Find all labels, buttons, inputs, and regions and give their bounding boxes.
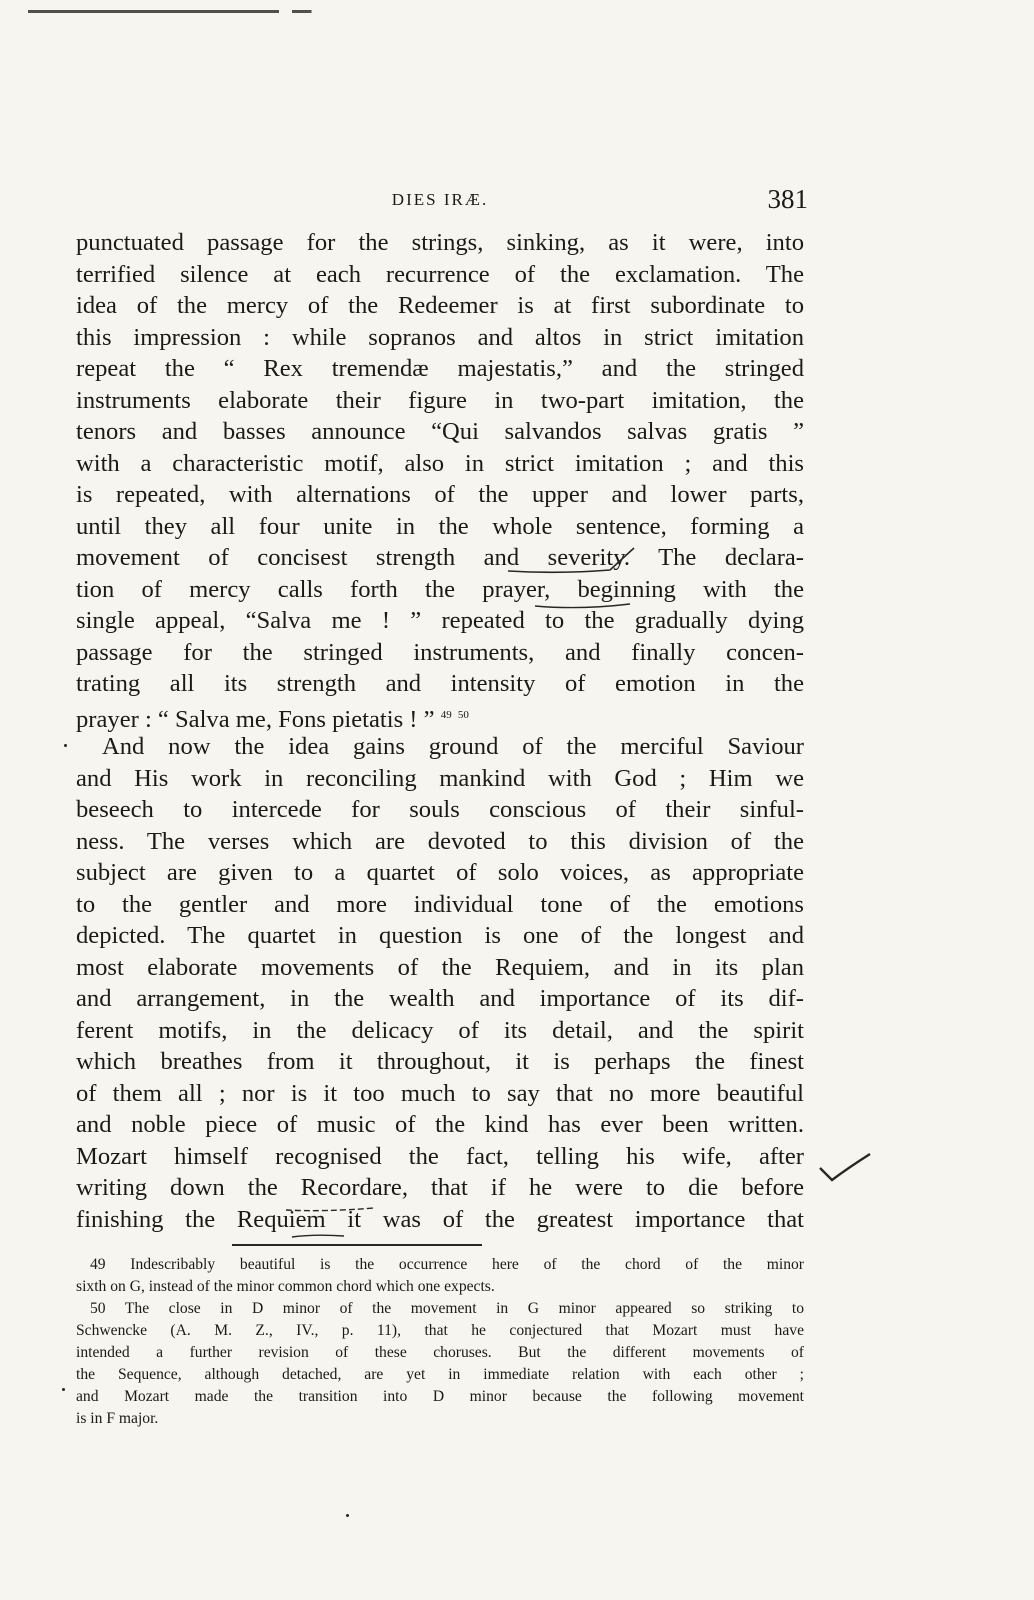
footnote-ref-50: 50: [457, 708, 469, 721]
page-header: [76, 184, 808, 218]
body-line: finishing the Requiem it was of the greatest importance that: [76, 1205, 804, 1233]
body-line: and arrangement, in the wealth and importance of its dif-: [76, 985, 804, 1012]
footnote-line: 49 Indescribably beautiful is the occurrence here of the chord of the minor: [90, 1256, 804, 1273]
footnote-line: 50 The close in D minor of the movement in G minor appeared so striking to: [90, 1300, 804, 1317]
body-line: writing down the Recordare, that if he were to die before: [76, 1174, 804, 1201]
body-line: passage for the stringed instruments, and finally concen-: [76, 638, 804, 666]
body-line: depicted. The quartet in question is one of the longest and: [76, 922, 804, 949]
body-line: ferent motifs, in the delicacy of its detail, and the spirit: [76, 1016, 804, 1044]
body-line: beseech to intercede for souls conscious of their sinful-: [76, 796, 804, 823]
body-line: to the gentler and more individual tone of the emotions: [76, 890, 804, 918]
body-line: instruments elaborate their figure in two-part imitation, the: [76, 386, 804, 414]
footnote-ref-49: 49: [440, 708, 452, 721]
body-line: terrified silence at each recurrence of the exclamation. The: [76, 260, 804, 288]
body-line: idea of the mercy of the Redeemer is at first subordinate to: [76, 292, 804, 319]
margin-dot: [346, 1514, 349, 1517]
body-line: single appeal, “Salva me ! ” repeated to the gradually dying: [76, 607, 804, 634]
body-line: punctuated passage for the strings, sinking, as it were, into: [76, 229, 804, 256]
footnote-line: intended a further revision of these choruses. But the different movements of: [76, 1344, 804, 1361]
body-line-with-footnote-refs: [76, 700, 804, 732]
footnotes: [76, 1254, 804, 1430]
body-line: of them all ; nor is it too much to say that no more beautiful: [76, 1079, 804, 1107]
check-mark-icon: [818, 1148, 878, 1188]
body-line: movement of concisest strength and severity. The declara-: [76, 544, 804, 571]
footnote-line: is in F major.: [76, 1410, 159, 1427]
body-line: which breathes from it throughout, it is perhaps the finest: [76, 1048, 804, 1075]
running-title: DIES IRÆ.: [391, 190, 489, 209]
body-line: is repeated, with alternations of the upper and lower parts,: [76, 481, 804, 508]
body-line: tion of mercy calls forth the prayer, beginning with the: [76, 575, 804, 603]
body-line: most elaborate movements of the Requiem, and in its plan: [76, 953, 804, 981]
footnote-line: the Sequence, although detached, are yet in immediate relation with each other ;: [76, 1366, 804, 1383]
pencil-underline-mark: [500, 544, 740, 614]
body-line-text: prayer : “ Salva me, Fons pietatis ! ”: [76, 705, 435, 733]
body-line: and noble piece of music of the kind has ever been written.: [76, 1111, 804, 1138]
body-line: until they all four unite in the whole sentence, forming a: [76, 512, 804, 540]
body-line: And now the idea gains ground of the merciful Saviour: [102, 733, 804, 760]
body-text: [76, 227, 804, 1235]
footnote-rule: [232, 1244, 482, 1246]
body-line: with a characteristic motif, also in strict imitation ; and this: [76, 449, 804, 477]
body-line: ness. The verses which are devoted to this division of the: [76, 827, 804, 855]
body-line: subject are given to a quartet of solo voices, as appropriate: [76, 859, 804, 886]
body-line: this impression : while sopranos and altos in strict imitation: [76, 323, 804, 351]
footnote-line: Schwencke (A. M. Z., IV., p. 11), that he conjectured that Mozart must have: [76, 1322, 804, 1339]
body-line: trating all its strength and intensity of emotion in the: [76, 670, 804, 697]
pencil-underline-mark: [284, 1190, 404, 1240]
body-line: and His work in reconciling mankind with God ; Him we: [76, 764, 804, 792]
footnote-line: sixth on G, instead of the minor common chord which one expects.: [76, 1278, 495, 1295]
page-number: 381: [767, 184, 808, 214]
footnote-line: and Mozart made the transition into D minor because the following movement: [76, 1388, 804, 1405]
margin-dot: [64, 744, 67, 747]
body-line: Mozart himself recognised the fact, telling his wife, after: [76, 1142, 804, 1170]
body-line: repeat the “ Rex tremendæ majestatis,” and the stringed: [76, 355, 804, 382]
body-line: tenors and basses announce “Qui salvandos salvas gratis ”: [76, 418, 804, 445]
top-scan-rule: [28, 10, 350, 13]
margin-dot: [62, 1388, 65, 1391]
